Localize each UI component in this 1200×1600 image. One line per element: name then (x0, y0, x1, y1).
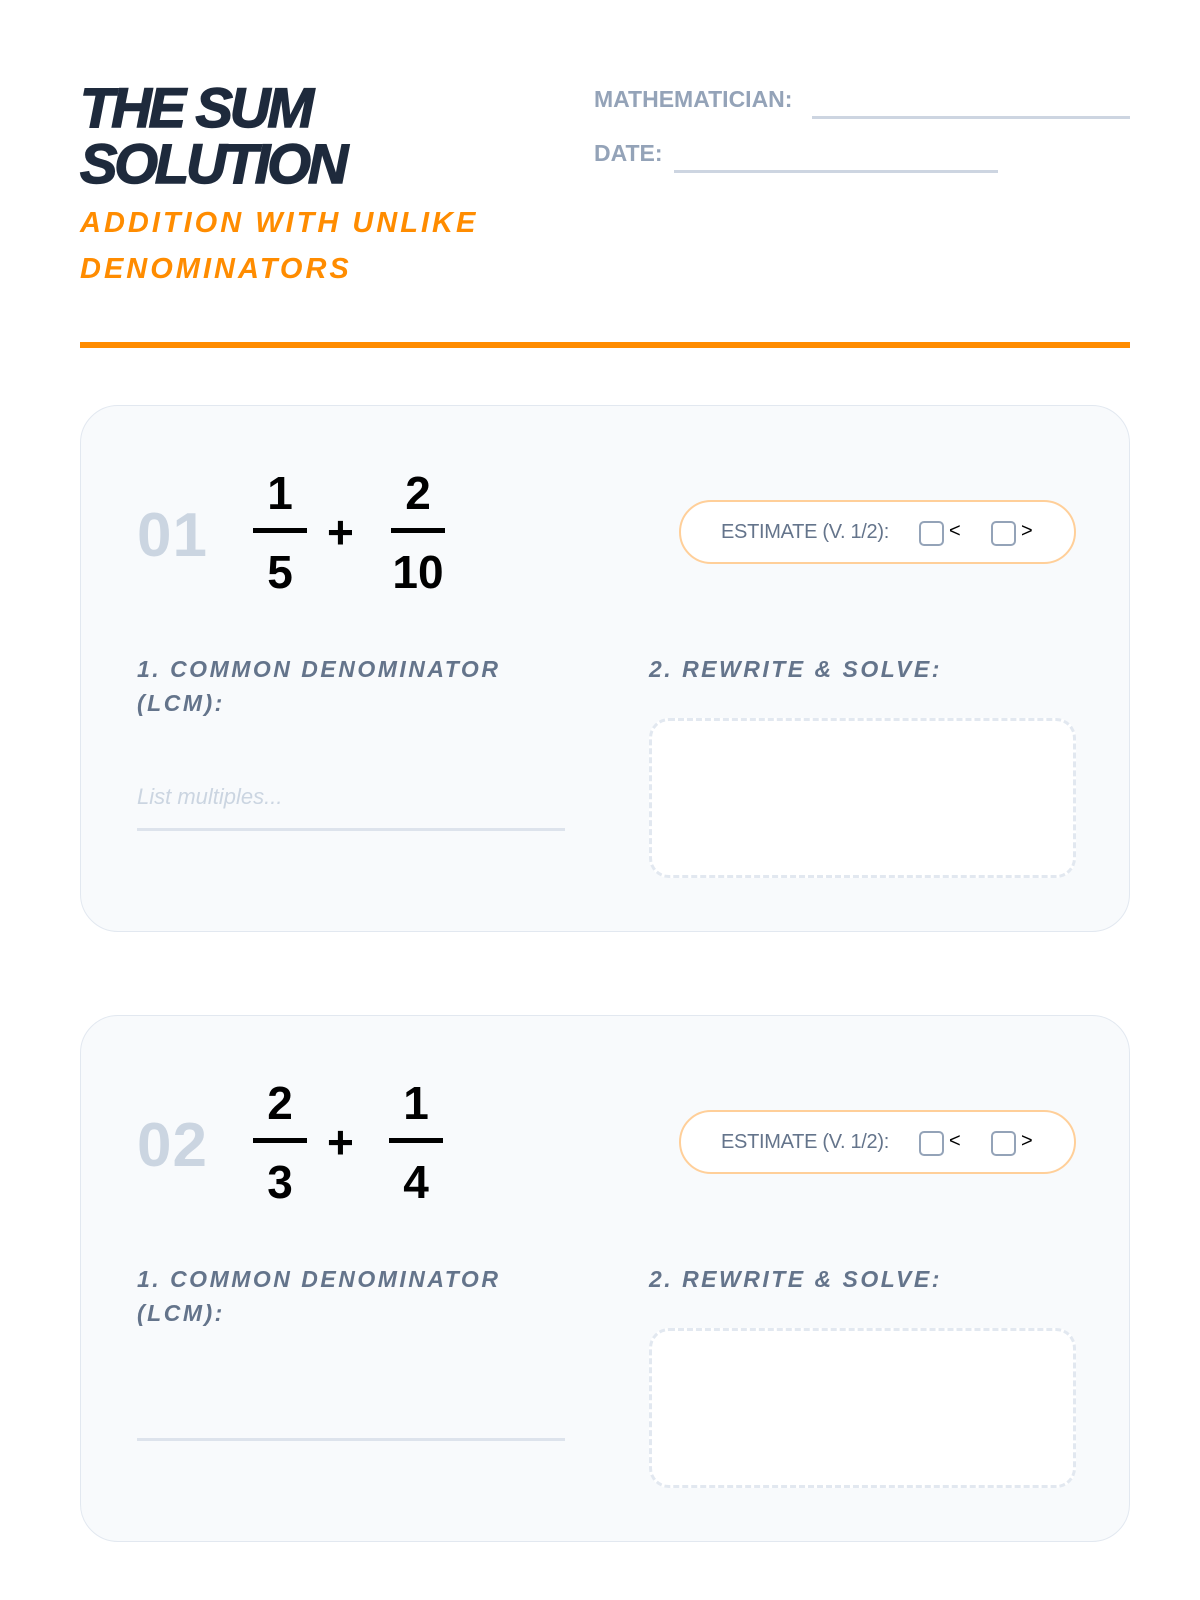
less-than-symbol: < (949, 1130, 961, 1152)
fraction-1-bar (253, 528, 307, 533)
title-line-1: THE SUM (80, 76, 311, 139)
worksheet-header (80, 76, 540, 292)
fraction-2-numerator: 1 (403, 1077, 429, 1129)
estimate-pill (679, 500, 1076, 564)
greater-than-checkbox[interactable] (991, 1131, 1016, 1156)
greater-than-symbol: > (1021, 1130, 1033, 1152)
fraction-1 (245, 468, 315, 597)
plus-sign: + (327, 506, 354, 558)
date-label: DATE: (594, 140, 663, 166)
fraction-1-numerator: 1 (267, 467, 293, 519)
fraction-1 (245, 1078, 315, 1207)
step-2-label: 2. REWRITE & SOLVE: (649, 1266, 942, 1292)
greater-than-checkbox[interactable] (991, 521, 1016, 546)
fraction-1-bar (253, 1138, 307, 1143)
rewrite-solve-box[interactable] (649, 1328, 1076, 1488)
fraction-2-numerator: 2 (405, 467, 431, 519)
less-than-checkbox[interactable] (919, 521, 944, 546)
problem-card-02 (80, 1015, 1130, 1542)
header-divider (80, 342, 1130, 348)
fraction-2-denominator: 4 (403, 1156, 429, 1208)
fraction-2 (383, 468, 453, 597)
estimate-label: ESTIMATE (V. 1/2): (721, 1131, 889, 1153)
mathematician-label: MATHEMATICIAN: (594, 86, 793, 112)
estimate-label: ESTIMATE (V. 1/2): (721, 521, 889, 543)
lcm-answer-line[interactable] (137, 1438, 565, 1441)
less-than-symbol: < (949, 520, 961, 542)
worksheet-title (80, 76, 540, 195)
fraction-1-denominator: 3 (267, 1156, 293, 1208)
student-info-fields (594, 84, 1130, 192)
title-line-2: SOLUTION (80, 132, 346, 195)
lcm-placeholder: List multiples... (137, 784, 283, 809)
lcm-answer-line[interactable] (137, 828, 565, 831)
estimate-pill (679, 1110, 1076, 1174)
fraction-2-denominator: 10 (392, 546, 444, 598)
problem-number: 02 (137, 1111, 208, 1180)
less-than-checkbox[interactable] (919, 1131, 944, 1156)
date-field[interactable] (594, 138, 1130, 174)
fraction-1-numerator: 2 (267, 1077, 293, 1129)
fraction-2-bar (391, 528, 445, 533)
problem-number: 01 (137, 501, 208, 570)
step-1-label: 1. COMMON DENOMINATOR (LCM): (137, 1266, 501, 1326)
mathematician-field[interactable] (594, 84, 1130, 120)
date-line[interactable] (674, 170, 998, 173)
mathematician-line[interactable] (812, 116, 1130, 119)
rewrite-solve-box[interactable] (649, 718, 1076, 878)
fraction-2 (381, 1078, 451, 1207)
fraction-1-denominator: 5 (267, 546, 293, 598)
worksheet-subtitle: ADDITION WITH UNLIKE DENOMINATORS (80, 207, 479, 285)
fraction-2-bar (389, 1138, 443, 1143)
plus-sign: + (327, 1116, 354, 1168)
problem-card-01 (80, 405, 1130, 932)
step-2-label: 2. REWRITE & SOLVE: (649, 656, 942, 682)
greater-than-symbol: > (1021, 520, 1033, 542)
step-1-label: 1. COMMON DENOMINATOR (LCM): (137, 656, 501, 716)
